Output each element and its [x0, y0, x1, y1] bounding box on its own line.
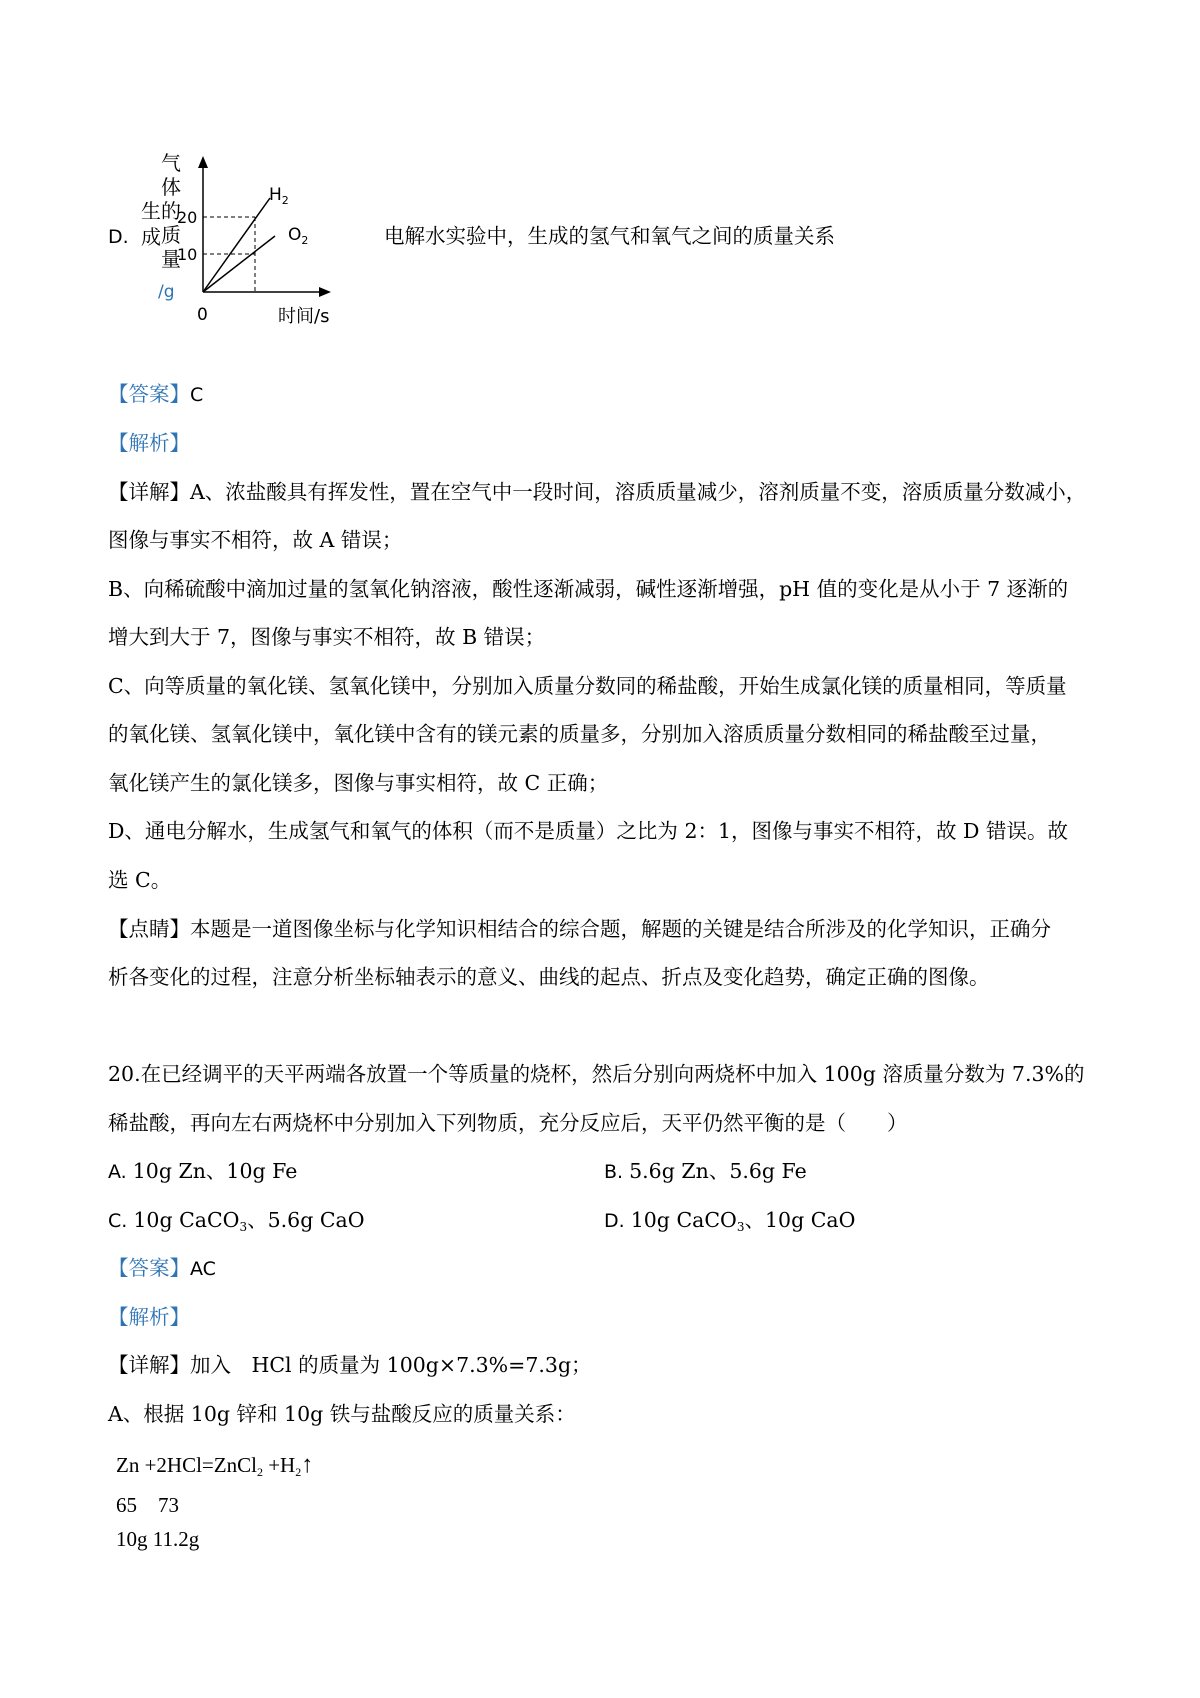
answer-value: AC: [190, 1258, 216, 1280]
graph-h2-label: $H_2$: [269, 185, 289, 207]
detail-line: 【详解】加入 HCl 的质量为 100g×7.3%=7.3g；: [108, 1353, 592, 1377]
detail-line: A、根据 10g 锌和 10g 铁与盐酸反应的质量关系：: [108, 1402, 576, 1426]
detail-line: C、向等质量的氧化镁、氢氧化镁中，分别加入质量分数同的稀盐酸，开始生成氯化镁的质量相同，等质量: [108, 674, 1067, 698]
option-d-description: 电解水实验中，生成的氢气和氧气之间的质量关系: [384, 224, 835, 248]
q20-option-b: B. 5.6g Zn、5.6g Fe: [604, 1159, 807, 1183]
graph-x-arrow: [319, 287, 331, 297]
q20-option-a: A. 10g Zn、10g Fe: [108, 1159, 298, 1183]
graph-o2-line: [203, 236, 275, 292]
q20-option-d: D. 10g CaCO$_3$、10g CaO: [604, 1208, 856, 1234]
graph-o2-label: $O_2$: [288, 225, 309, 247]
chemical-equation: Zn +2HCl=ZnCl$_2$ $+H_2↑$: [116, 1452, 314, 1479]
graph-xlabel: 时间/s: [278, 306, 330, 327]
graph-ylabel-char: 的: [161, 199, 181, 223]
q19-answer: [108, 381, 203, 408]
graph-tick-20: 20: [177, 208, 198, 227]
graph-ylabel-char: 体: [161, 175, 181, 199]
detail-line: 图像与事实不相符，故 A 错误；: [108, 528, 403, 552]
detail-line: B、向稀硫酸中滴加过量的氢氧化钠溶液，酸性逐渐减弱，碱性逐渐增强，pH 值的变化是从小于 7 逐渐的: [108, 577, 1069, 601]
graph-yunit: /g: [158, 282, 175, 302]
equation-mass-row: 10g 11.2g: [116, 1527, 200, 1551]
detail-line: 增大到大于 7，图像与事实不相符，故 B 错误；: [108, 625, 546, 649]
q19-analysis-tag: 【解析】: [108, 431, 190, 455]
graph-tick-10: 10: [177, 245, 198, 264]
graph-origin: 0: [197, 305, 208, 325]
graph-ylabel-side-2: 成: [141, 225, 161, 249]
graph-ylabel-char: 质: [161, 223, 181, 247]
detail-line: 【点睛】本题是一道图像坐标与化学知识相结合的综合题，解题的关键是结合所涉及的化学知识，正确分: [108, 917, 1051, 941]
graph-y-arrow: [198, 156, 208, 168]
mass-time-graph: [125, 150, 355, 330]
up-arrow-icon: ↑: [301, 1452, 314, 1478]
graph-ylabel-char: 量: [161, 247, 181, 271]
q20-stem-line-1: 20.在已经调平的天平两端各放置一个等质量的烧杯，然后分别向两烧杯中加入 100g 溶质量分数为 7.3%的: [108, 1062, 1085, 1086]
q20-analysis-tag: 【解析】: [108, 1305, 190, 1329]
answer-tag: 【答案】: [108, 382, 190, 406]
graph-h2-line: [203, 198, 270, 292]
detail-line: 析各变化的过程，注意分析坐标轴表示的意义、曲线的起点、折点及变化趋势，确定正确的图像。: [108, 965, 990, 989]
graph-ylabel-char: 气: [161, 151, 181, 175]
q20-stem-line-2: 稀盐酸，再向左右两烧杯中分别加入下列物质，充分反应后，天平仍然平衡的是（ ）: [108, 1111, 908, 1135]
option-d-label: D.: [108, 226, 129, 248]
detail-line: 的氧化镁、氢氧化镁中，氧化镁中含有的镁元素的质量多，分别加入溶质质量分数相同的稀盐酸至过量，: [108, 722, 1051, 746]
graph-ylabel-side-1: 生: [141, 199, 161, 223]
answer-value: C: [190, 384, 204, 406]
detail-line: 【详解】A、浓盐酸具有挥发性，置在空气中一段时间，溶质质量减少，溶剂质量不变，溶质质量分数减小，: [108, 480, 1087, 504]
detail-line: 氧化镁产生的氯化镁多，图像与事实相符，故 C 正确；: [108, 771, 609, 795]
detail-line: D、通电分解水，生成氢气和氧气的体积（而不是质量）之比为 2：1，图像与事实不相符，故 D 错误。故: [108, 819, 1069, 843]
detail-line: 选 C。: [108, 868, 172, 892]
equation-molar-mass-row: 65 73: [116, 1493, 179, 1517]
q20-answer: [108, 1255, 216, 1282]
q20-option-c: C. 10g CaCO$_3$、5.6g CaO: [108, 1208, 365, 1234]
answer-tag: 【答案】: [108, 1256, 190, 1280]
